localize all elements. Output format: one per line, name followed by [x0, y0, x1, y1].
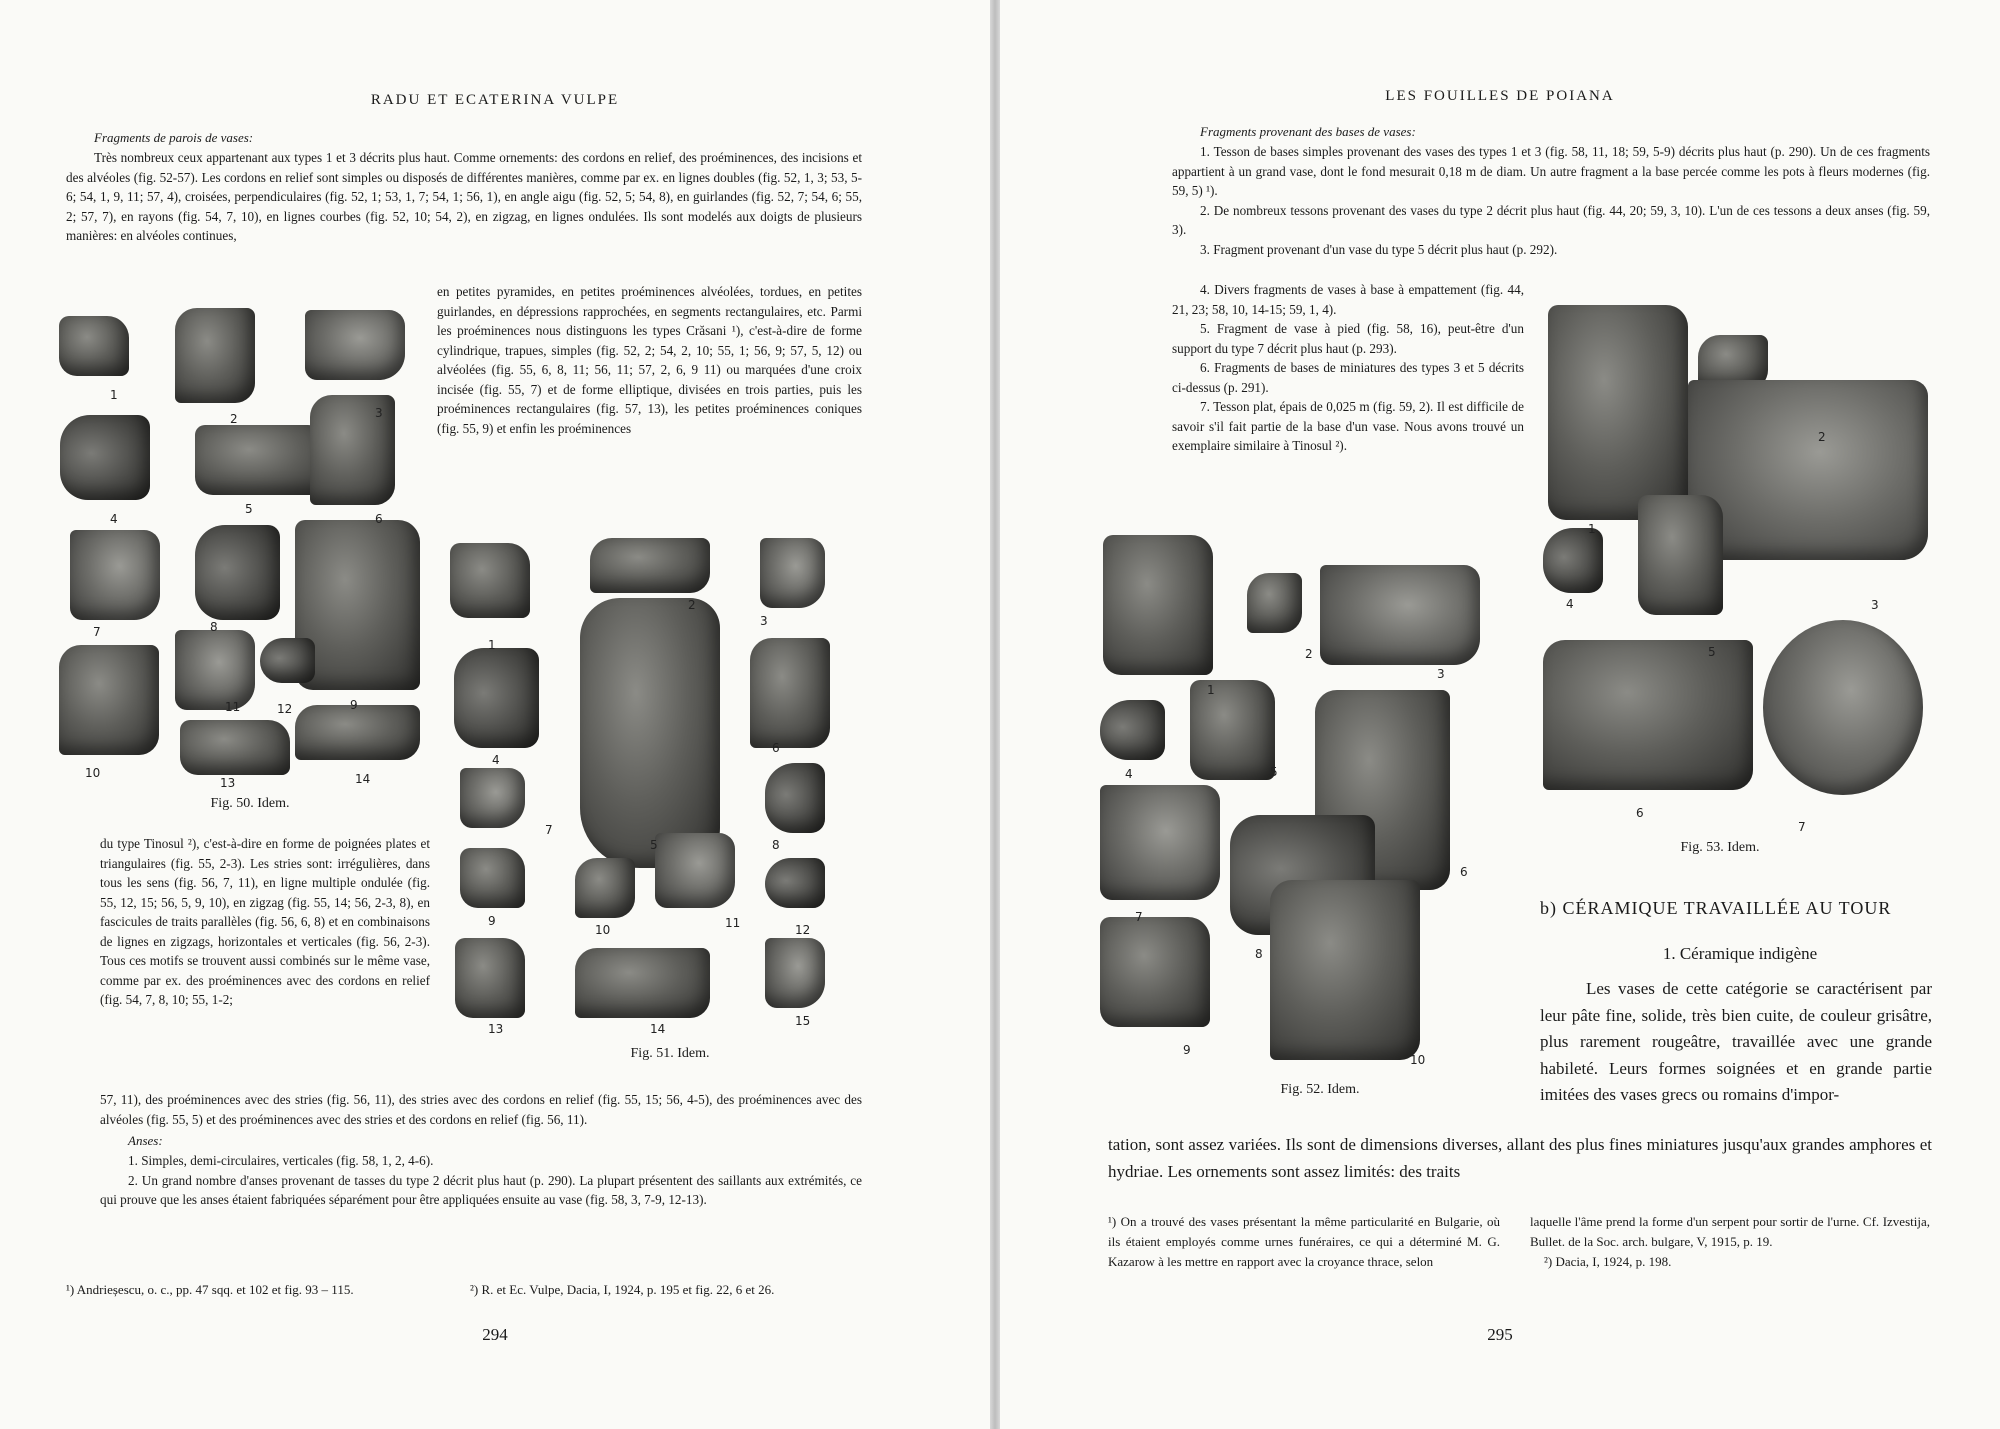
section-heading: Fragments de parois de vases: — [94, 130, 254, 145]
figure-label: 10 — [1410, 1053, 1426, 1067]
shard-photo — [765, 938, 825, 1008]
page-number: 295 — [1487, 1325, 1513, 1344]
figure-53-caption: Fig. 53. Idem. — [1680, 840, 1760, 855]
shard-photo — [580, 598, 720, 868]
figure-label: 3 — [1871, 598, 1879, 612]
body-paragraph: Les vases de cette catégorie se caractérisent par leur pâte fine, solide, très bien cuite, de couleur grisâtre, plus rarement rougeâtre, travaillée avec une grande habileté. Leurs formes soignées et en grande partie imitées des vases grecs ou romains d'impor- — [1540, 979, 1932, 1104]
running-head: LES FOUILLES DE POIANA — [1385, 88, 1615, 104]
footnote: ¹) Andrieșescu, o. c., pp. 47 sqq. et 102 et fig. 93 – 115. — [66, 1282, 354, 1297]
figure-label: 13 — [488, 1022, 504, 1036]
shard-photo — [60, 415, 150, 500]
shard-photo — [1270, 880, 1420, 1060]
figure-52-caption: Fig. 52. Idem. — [1280, 1082, 1360, 1097]
shard-photo — [70, 530, 160, 620]
list-item: 1. Tesson de bases simples provenant des vases des types 1 et 3 (fig. 58, 11, 18; 59, 5-9) décrits plus haut (p. 290). Un de ces fragments appartient à un grand vase, dont le fond mesurait 0,18 m de diam. Un autre fragment a la base percée comme les pots à fleurs modernes (fig. 59, 5) ¹). — [1172, 144, 1930, 198]
figure-52-plate — [1095, 535, 1525, 1075]
list-item: 7. Tesson plat, épais de 0,025 m (fig. 59, 2). Il est difficile de savoir s'il fait partie de la base d'un vase. Nous avons trouvé un exemplaire similaire à Tinosul ²). — [1172, 399, 1524, 453]
shard-photo — [1320, 565, 1480, 665]
tinosul-paragraph — [100, 834, 430, 1010]
figure-label: 5 — [650, 838, 658, 852]
shard-photo — [59, 645, 159, 755]
figure-label: 15 — [795, 1014, 811, 1028]
figure-label: 2 — [1305, 647, 1313, 661]
shard-photo — [450, 543, 530, 618]
shard-photo — [1638, 495, 1723, 615]
shard-photo — [175, 308, 255, 403]
figure-label: 1 — [110, 388, 118, 402]
shard-photo — [195, 525, 280, 620]
figure-label: 4 — [1566, 597, 1574, 611]
figure-label: 7 — [545, 823, 553, 837]
figure-label: 6 — [375, 512, 383, 526]
running-head: RADU ET ECATERINA VULPE — [370, 92, 620, 108]
section-heading: Fragments provenant des bases de vases: — [1200, 124, 1416, 139]
shard-photo — [750, 638, 830, 748]
figure-label: 5 — [1708, 645, 1716, 659]
figure-label: 1 — [488, 638, 496, 652]
shard-photo — [59, 316, 129, 376]
body-paragraph: Très nombreux ceux appartenant aux types 1 et 3 décrits plus haut. Comme ornements: des cordons en relief, des proéminences, des incisions et des alvéoles (fig. 52-57). Les cordons en relief sont simples ou disposés de différentes manières, comme par ex. en lignes doubles (fig. 52, 1, 3; 53, 5-6; 54, 1, 9, 11; 57, 4), croisées, perpendiculaires (fig. 52, 1; 53, 1, 7; 54, 1; 56, 1), en angle aigu (fig. 52, 5; 54, 8), en guirlandes (fig. 52, 7; 54, 6; 55, 2; 57, 7), en rayons (fig. 54, 7, 10), en lignes courbes (fig. 52, 10; 54, 2), en zigzag, en lignes ondulées. Ils sont modelés aux doigts de plusieurs manières: en alvéoles continues, — [66, 150, 862, 243]
figure-label: 7 — [93, 625, 101, 639]
list-item: 3. Fragment provenant d'un vase du type 5 décrit plus haut (p. 292). — [1200, 241, 1558, 257]
figure-label: 9 — [350, 698, 358, 712]
figure-label: 10 — [85, 766, 101, 780]
figure-label: 11 — [725, 916, 741, 930]
body-paragraph-continued: en petites pyramides, en petites proéminences alvéolées, tordues, en petites guirlandes, en dépressions rapprochées, en segments rectangulaires, etc. Parmi les proéminences nous distinguons les types Crăsani ¹), c'est-à-dire de forme cylindrique, trapues, simples (fig. 52, 2; 54, 2, 10; 55, 1; 56, 9; 57, 5, 12) ou alvéolées (fig. 55, 6, 8, 11; 56, 11; 57, 2, 6, 9 11) ou marquées d'une croix incisée (fig. 55, 7) et de forme elliptique, divisées en trois parties, puis les proéminences rectangulaires (fig. 57, 13), les petites proéminences coniques (fig. 55, 9) et enfin les proéminences — [437, 284, 862, 436]
left-page — [0, 0, 990, 1429]
figure-label: 14 — [355, 772, 371, 786]
footnote: ²) R. et Ec. Vulpe, Dacia, I, 1924, p. 195 et fig. 22, 6 et 26. — [470, 1282, 775, 1297]
figure-label: 3 — [375, 406, 383, 420]
page-number: 294 — [482, 1325, 508, 1344]
shard-photo — [295, 705, 420, 760]
shard-photo — [1100, 917, 1210, 1027]
shard-photo — [460, 848, 525, 908]
figure-label: 1 — [1588, 522, 1596, 536]
figure-51-caption: Fig. 51. Idem. — [630, 1046, 710, 1061]
shard-photo — [1688, 380, 1928, 560]
figure-label: 1 — [1207, 683, 1215, 697]
shard-photo — [260, 638, 315, 683]
figure-label: 2 — [688, 598, 696, 612]
figure-53-plate — [1538, 300, 1938, 835]
figure-50-plate — [55, 300, 427, 788]
shard-photo — [590, 538, 710, 593]
shard-photo — [460, 768, 525, 828]
list-item: 5. Fragment de vase à pied (fig. 58, 16), peut-être d'un support du type 7 décrit plus haut (p. 293). — [1172, 321, 1524, 356]
figure-label: 3 — [1437, 667, 1445, 681]
bases-narrow-column — [1172, 280, 1524, 456]
book-gutter — [990, 0, 1000, 1429]
list-item: 6. Fragments de bases de miniatures des types 3 et 5 décrits ci-dessus (p. 291). — [1172, 360, 1524, 395]
figure-label: 5 — [245, 502, 253, 516]
section-heading: Anses: — [128, 1133, 163, 1148]
right-page — [1000, 0, 2000, 1429]
figure-label: 10 — [595, 923, 611, 937]
figure-label: 9 — [488, 914, 496, 928]
figure-label: 14 — [650, 1022, 666, 1036]
shard-photo — [1190, 680, 1275, 780]
footnote — [1530, 1212, 1930, 1272]
shard-photo — [455, 938, 525, 1018]
figure-label: 5 — [1270, 765, 1278, 779]
list-item: 2. Un grand nombre d'anses provenant de tasses du type 2 décrit plus haut (p. 290). La plupart présentent des saillants aux extrémités, ce qui prouve que les anses étaient fabriquées séparément pour être appliquées ensuite au vase (fig. 58, 3, 7-9, 12-13). — [100, 1172, 862, 1207]
shard-photo — [575, 948, 710, 1018]
body-paragraph: du type Tinosul ²), c'est-à-dire en forme de poignées plates et triangulaires (fig. 55, 2-3). Les stries sont: irrégulières, dans tous les sens (fig. 56, 7, 11), en ligne multiple ondulée (fig. 55, 12, 15; 56, 5, 9, 10), en zigzag (fig. 55, 14; 56, 2-3, 8), en fascicules de traits parallèles (fig. 56, 6, 8) et en combinaisons de lignes en zigzags, horizontales et verticales (fig. 56, 2-3). Tous ces motifs se trouvent aussi combinés sur le même vase, comme par ex. des proéminences avec des cordons en relief (fig. 54, 7, 8, 10; 55, 1-2; — [100, 836, 430, 1007]
figure-50-caption: Fig. 50. Idem. — [210, 796, 290, 811]
list-item: 4. Divers fragments de vases à base à empattement (fig. 44, 21, 23; 58, 10, 14-15; 59, 1, 4). — [1172, 282, 1524, 317]
figure-label: 6 — [1636, 806, 1644, 820]
figure-label: 12 — [277, 702, 293, 716]
shard-photo — [175, 630, 255, 710]
shard-photo — [575, 858, 635, 918]
ceramique-paragraph — [1540, 976, 1932, 1109]
figure-label: 7 — [1135, 910, 1143, 924]
figure-label: 8 — [772, 838, 780, 852]
anses-section — [100, 1090, 862, 1210]
figure-label: 4 — [110, 512, 118, 526]
shard-photo — [1100, 785, 1220, 900]
figure-label: 4 — [1125, 767, 1133, 781]
shard-photo — [305, 310, 405, 380]
footnote-continued: laquelle l'âme prend la forme d'un serpent pour sortir de l'urne. Cf. Izvestija, Bullet. de la Soc. arch. bulgare, V, 1915, p. 19. — [1530, 1214, 1930, 1249]
shard-photo — [1548, 305, 1688, 520]
shard-photo — [1100, 700, 1165, 760]
figure-label: 2 — [230, 412, 238, 426]
bases-section — [1172, 124, 1930, 259]
shard-photo — [1247, 573, 1302, 633]
list-item: 1. Simples, demi-circulaires, verticales (fig. 58, 1, 2, 4-6). — [128, 1153, 434, 1168]
section-title: b) CÉRAMIQUE TRAVAILLÉE AU TOUR — [1540, 898, 1892, 918]
figure-label: 12 — [795, 923, 811, 937]
figure-label: 6 — [772, 741, 780, 755]
shard-photo — [760, 538, 825, 608]
shard-photo — [1103, 535, 1213, 675]
shard-photo — [1543, 640, 1753, 790]
shard-photo — [1763, 620, 1923, 795]
shard-photo — [1543, 528, 1603, 593]
figure-label: 11 — [225, 700, 241, 714]
footnote: ¹) On a trouvé des vases présentant la même particularité en Bulgarie, où ils étaient employés comme urnes funéraires, ce qui a déterminé M. G. Kazarow à les mettre en rapport avec la croyance thrace, selon — [1108, 1214, 1500, 1269]
list-item: 2. De nombreux tessons provenant des vases du type 2 décrit plus haut (fig. 44, 20; 59, 3, 10). L'un de ces tessons a deux anses (fig. 59, 3). — [1172, 202, 1930, 237]
figure-label: 3 — [760, 614, 768, 628]
figure-51-plate — [450, 538, 850, 1036]
body-paragraph-continued: 57, 11), des proéminences avec des stries (fig. 56, 11), des stries avec des cordons en relief (fig. 55, 15; 56, 4-5), des proéminences avec des alvéoles (fig. 55, 5) et des proéminences avec des stries et des cordons en relief (fig. 56, 11). — [100, 1092, 862, 1127]
figure-label: 6 — [1460, 865, 1468, 879]
shard-photo — [765, 858, 825, 908]
figure-label: 2 — [1818, 430, 1826, 444]
shard-photo — [655, 833, 735, 908]
figure-label: 13 — [220, 776, 236, 790]
shard-photo — [765, 763, 825, 833]
figure-label: 8 — [210, 620, 218, 634]
parois-section — [66, 130, 862, 246]
figure-label: 9 — [1183, 1043, 1191, 1057]
figure-label: 7 — [1798, 820, 1806, 834]
figure-label: 8 — [1255, 947, 1263, 961]
shard-photo — [180, 720, 290, 775]
figure-label: 4 — [492, 753, 500, 767]
body-paragraph-continued: tation, sont assez variées. Ils sont de dimensions diverses, allant des plus fines miniatures jusqu'aux grandes amphores et hydriae. Les ornements sont assez limités: des traits — [1108, 1135, 1932, 1181]
shard-photo — [454, 648, 539, 748]
subsection-title: 1. Céramique indigène — [1662, 944, 1818, 963]
footnote: ²) Dacia, I, 1924, p. 198. — [1544, 1254, 1672, 1269]
